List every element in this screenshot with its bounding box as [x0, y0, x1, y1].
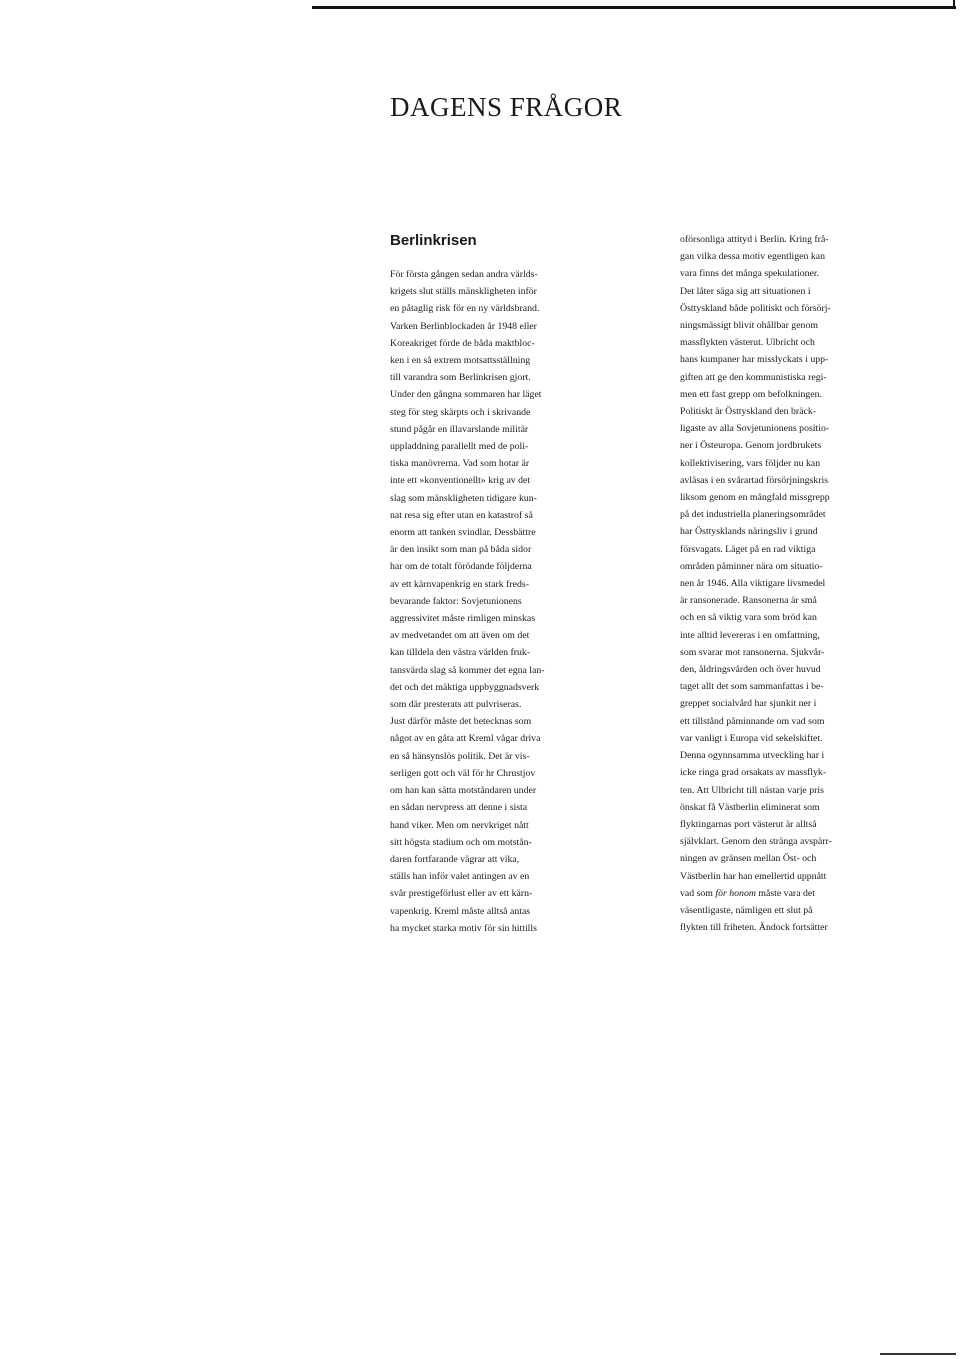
text-line: giften att ge den kommunistiska regi- — [680, 371, 827, 383]
text-line: slag som mänskligheten tidigare kun- — [390, 492, 537, 504]
text-line: oförsonliga attityd i Berlin. Kring frå- — [680, 234, 829, 245]
text-line: av medvetandet om att även om det — [390, 630, 530, 642]
right-column — [680, 231, 950, 936]
text-line: ligaste av alla Sovjetunionens positio- — [680, 423, 830, 435]
text-line: Västberlin har han emellertid uppnått — [680, 870, 827, 882]
text-line: bevarande faktor: Sovjetunionens — [390, 595, 522, 607]
text-line: och en så viktig vara som bröd kan — [680, 612, 817, 624]
text-line: till varandra som Berlinkrisen gjort. — [390, 372, 531, 384]
text-line: på det industriella planeringsområdet — [680, 509, 826, 521]
text-line: nat resa sig efter utan en katastrof så — [390, 509, 533, 521]
text-line: ningen av gränsen mellan Öst- och — [680, 853, 817, 865]
text-line: Under den gångna sommaren har läget — [390, 389, 542, 401]
text-line: vapenkrig. Kreml måste alltså antas — [390, 905, 531, 917]
text-line: områden påminner nära om situatio- — [680, 560, 823, 572]
text-line: Varken Berlinblockaden år 1948 eller — [390, 320, 537, 332]
article-heading: Berlinkrisen — [390, 232, 477, 249]
text-line: som där presterats att pulvriseras. — [390, 699, 522, 711]
text-line: självklart. Genom den stränga avspärr- — [680, 836, 832, 848]
text-line: vad som för honom måste vara det — [680, 887, 815, 899]
text-line: vara finns det många spekulationer. — [680, 268, 820, 280]
text-line: Just därför måste det betecknas som — [390, 716, 532, 728]
text-line: sitt högsta stadium och om motstån- — [390, 836, 532, 848]
text-line: som svarar mot ransonerna. Sjukvår- — [680, 646, 825, 658]
text-line: steg för steg skärpts och i skrivande — [390, 406, 531, 418]
text-line: en påtaglig risk för en ny världsbrand. — [390, 303, 540, 315]
text-line: Politiskt är Östtyskland den bräck- — [680, 406, 817, 418]
text-line: var vanligt i Europa vid sekelskiftet. — [680, 732, 823, 744]
text-line: flykten till friheten. Ändock fortsätter — [680, 922, 828, 934]
text-line: det och det mäktiga uppbyggnadsverk — [390, 681, 540, 693]
text-line: uppladdning parallellt med de poli- — [390, 441, 529, 453]
text-line: ken i en så extrem motsattsställning — [390, 355, 531, 367]
text-line: den, åldringsvården och över huvud — [680, 664, 821, 676]
text-line: tansvärda slag så kommer det egna lan- — [390, 664, 545, 676]
text-line: om han kan sätta motståndaren under — [390, 785, 537, 797]
text-line: väsentligaste, nämligen ett slut på — [680, 904, 813, 916]
text-line: kan tilldela den västra världen fruk- — [390, 647, 531, 659]
text-line: ställs han inför valet antingen av en — [390, 871, 530, 883]
text-line: ten. Att Ulbricht till nästan varje pris — [680, 784, 824, 796]
text-line: inte alltid levereras i en omfattning, — [680, 629, 820, 641]
text-line: Koreakriget förde de båda maktbloc- — [390, 337, 535, 349]
text-line: flyktingarnas port västerut är alltså — [680, 818, 817, 830]
text-line: aggressivitet måste rimligen minskas — [390, 613, 536, 625]
text-line: något av en gåta att Kreml vågar driva — [390, 733, 541, 745]
text-line: ner i Östeuropa. Genom jordbrukets — [680, 440, 822, 452]
text-line: daren fortfarande vägrar att vika, — [390, 853, 520, 865]
text-line: hans kumpaner har misslyckats i upp- — [680, 354, 829, 366]
text-line: svår prestigeförlust eller av ett kärn- — [390, 888, 533, 900]
text-line: är den insikt som man på båda sidor — [390, 544, 532, 556]
text-line: serligen gott och väl för hr Chrustjov — [390, 767, 536, 779]
text-line: hand viker. Men om nervkriget nått — [390, 819, 529, 831]
text-line: liksom genom en mångfald missgrepp — [680, 492, 830, 504]
section-title: DAGENS FRÅGOR — [390, 92, 623, 122]
text-line: har om de totalt förödande följderna — [390, 561, 532, 573]
text-line: taget allt det som sammanfattas i be- — [680, 681, 824, 693]
text-line: är ransonerade. Ransonerna är små — [680, 595, 817, 607]
text-line: kollektivisering, vars följder nu kan — [680, 457, 821, 469]
text-line: Denna ogynnsamma utveckling har i — [680, 750, 825, 762]
text-line: stund pågår en illavarslande militär — [390, 423, 529, 435]
text-line: har Östtysklands näringsliv i grund — [680, 526, 818, 538]
text-line: av ett kärnvapenkrig en stark freds- — [390, 578, 530, 590]
text-line: ha mycket starka motiv för sin hittills — [390, 922, 537, 934]
text-line: Östtyskland både politiskt och försörj- — [680, 302, 831, 314]
text-line: tiska manövrerna. Vad som hotar är — [390, 458, 530, 470]
text-line: försvagats. Läget på en rad viktiga — [680, 543, 816, 555]
text-line: enorm att tanken svindlar. Dessbättre — [390, 527, 536, 539]
text-line: avläsas i en svårartad försörjningskris — [680, 474, 829, 486]
text-line: en så hänsynslös politik. Det är vis- — [390, 750, 530, 762]
text-line: ett tillstånd påminnande om vad som — [680, 715, 825, 727]
top-rule-tick — [953, 0, 955, 9]
text-line: gan vilka dessa motiv egentligen kan — [680, 251, 826, 263]
top-rule — [312, 6, 956, 9]
left-column — [390, 266, 660, 937]
text-line: önskat få Västberlin eliminerat som — [680, 801, 820, 813]
text-line: icke ringa grad orsakats av massflyk- — [680, 767, 827, 779]
text-line: inte ett »konventionellt» krig av det — [390, 475, 531, 487]
text-line: nen år 1946. Alla viktigare livsmedel — [680, 578, 826, 590]
text-line: greppet socialvård har sjunkit ner i — [680, 698, 817, 710]
text-line: För första gången sedan andra världs- — [390, 269, 538, 280]
text-line: en sådan nervpress att denne i sista — [390, 802, 528, 814]
text-line: men ett fast grepp om befolkningen. — [680, 388, 823, 400]
text-line: krigets slut ställs mänskligheten inför — [390, 286, 537, 298]
text-line: massflykten västerut. Ulbricht och — [680, 337, 815, 349]
text-line: ningsmässigt blivit ohållbar genom — [680, 320, 818, 332]
text-line: Det låter säga sig att situationen i — [680, 285, 811, 297]
bottom-rule — [880, 1353, 956, 1355]
